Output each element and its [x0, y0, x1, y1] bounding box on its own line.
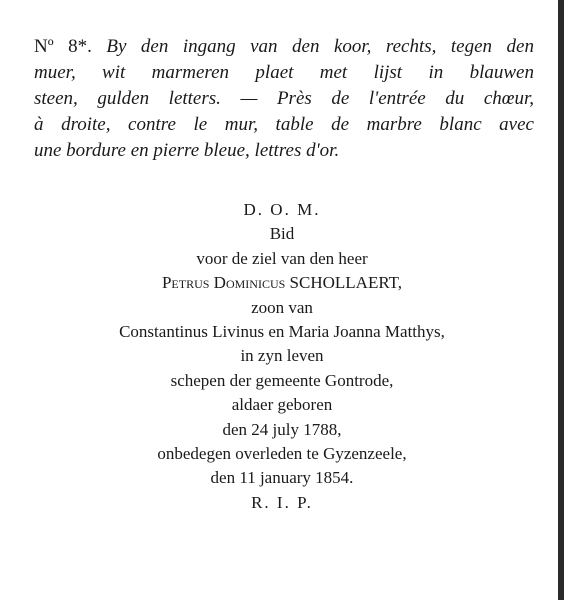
inscription-given-names: Petrus Dominicus	[161, 273, 286, 293]
entry-number: Nº 8*.	[34, 36, 92, 57]
entry-line-4: à droite, contre le mur, table de marbre blanc avec	[34, 114, 534, 135]
entry-description	[34, 34, 534, 164]
inscription-family-name: SCHOLLAERT,	[289, 273, 403, 293]
inscription-line-3: voor de ziel van den heer	[196, 248, 368, 268]
entry-line-5: une bordure en pierre bleue, lettres d'or.	[34, 140, 340, 161]
inscription-line-9: aldaer geboren	[231, 395, 333, 415]
epitaph-inscription	[0, 198, 564, 515]
inscription-line-5: zoon van	[251, 297, 313, 317]
inscription-line-11: onbedegen overleden te Gyzenzeele,	[157, 444, 407, 464]
entry-line-2: muer, wit marmeren plaet met lijst in blauwen	[34, 62, 534, 83]
inscription-opening: D. O. M.	[243, 200, 321, 219]
inscription-name-line	[0, 271, 564, 295]
inscription-line-12: den 11 january 1854.	[210, 468, 354, 488]
inscription-line-7: in zyn leven	[240, 346, 324, 366]
inscription-closing: R. I. P.	[251, 492, 313, 512]
page-edge-shadow	[558, 0, 564, 600]
inscription-line-bid: Bid	[269, 224, 295, 244]
entry-text-1: By den ingang van den koor, rechts, tegen den	[106, 36, 534, 57]
inscription-line-6: Constantinus Livinus en Maria Joanna Matthys,	[119, 322, 445, 342]
entry-line-1	[34, 34, 534, 60]
inscription-line-8: schepen der gemeente Gontrode,	[170, 370, 394, 390]
entry-line-3: steen, gulden letters. — Près de l'entrée du chœur,	[34, 88, 534, 109]
inscription-line-10: den 24 july 1788,	[222, 419, 342, 439]
